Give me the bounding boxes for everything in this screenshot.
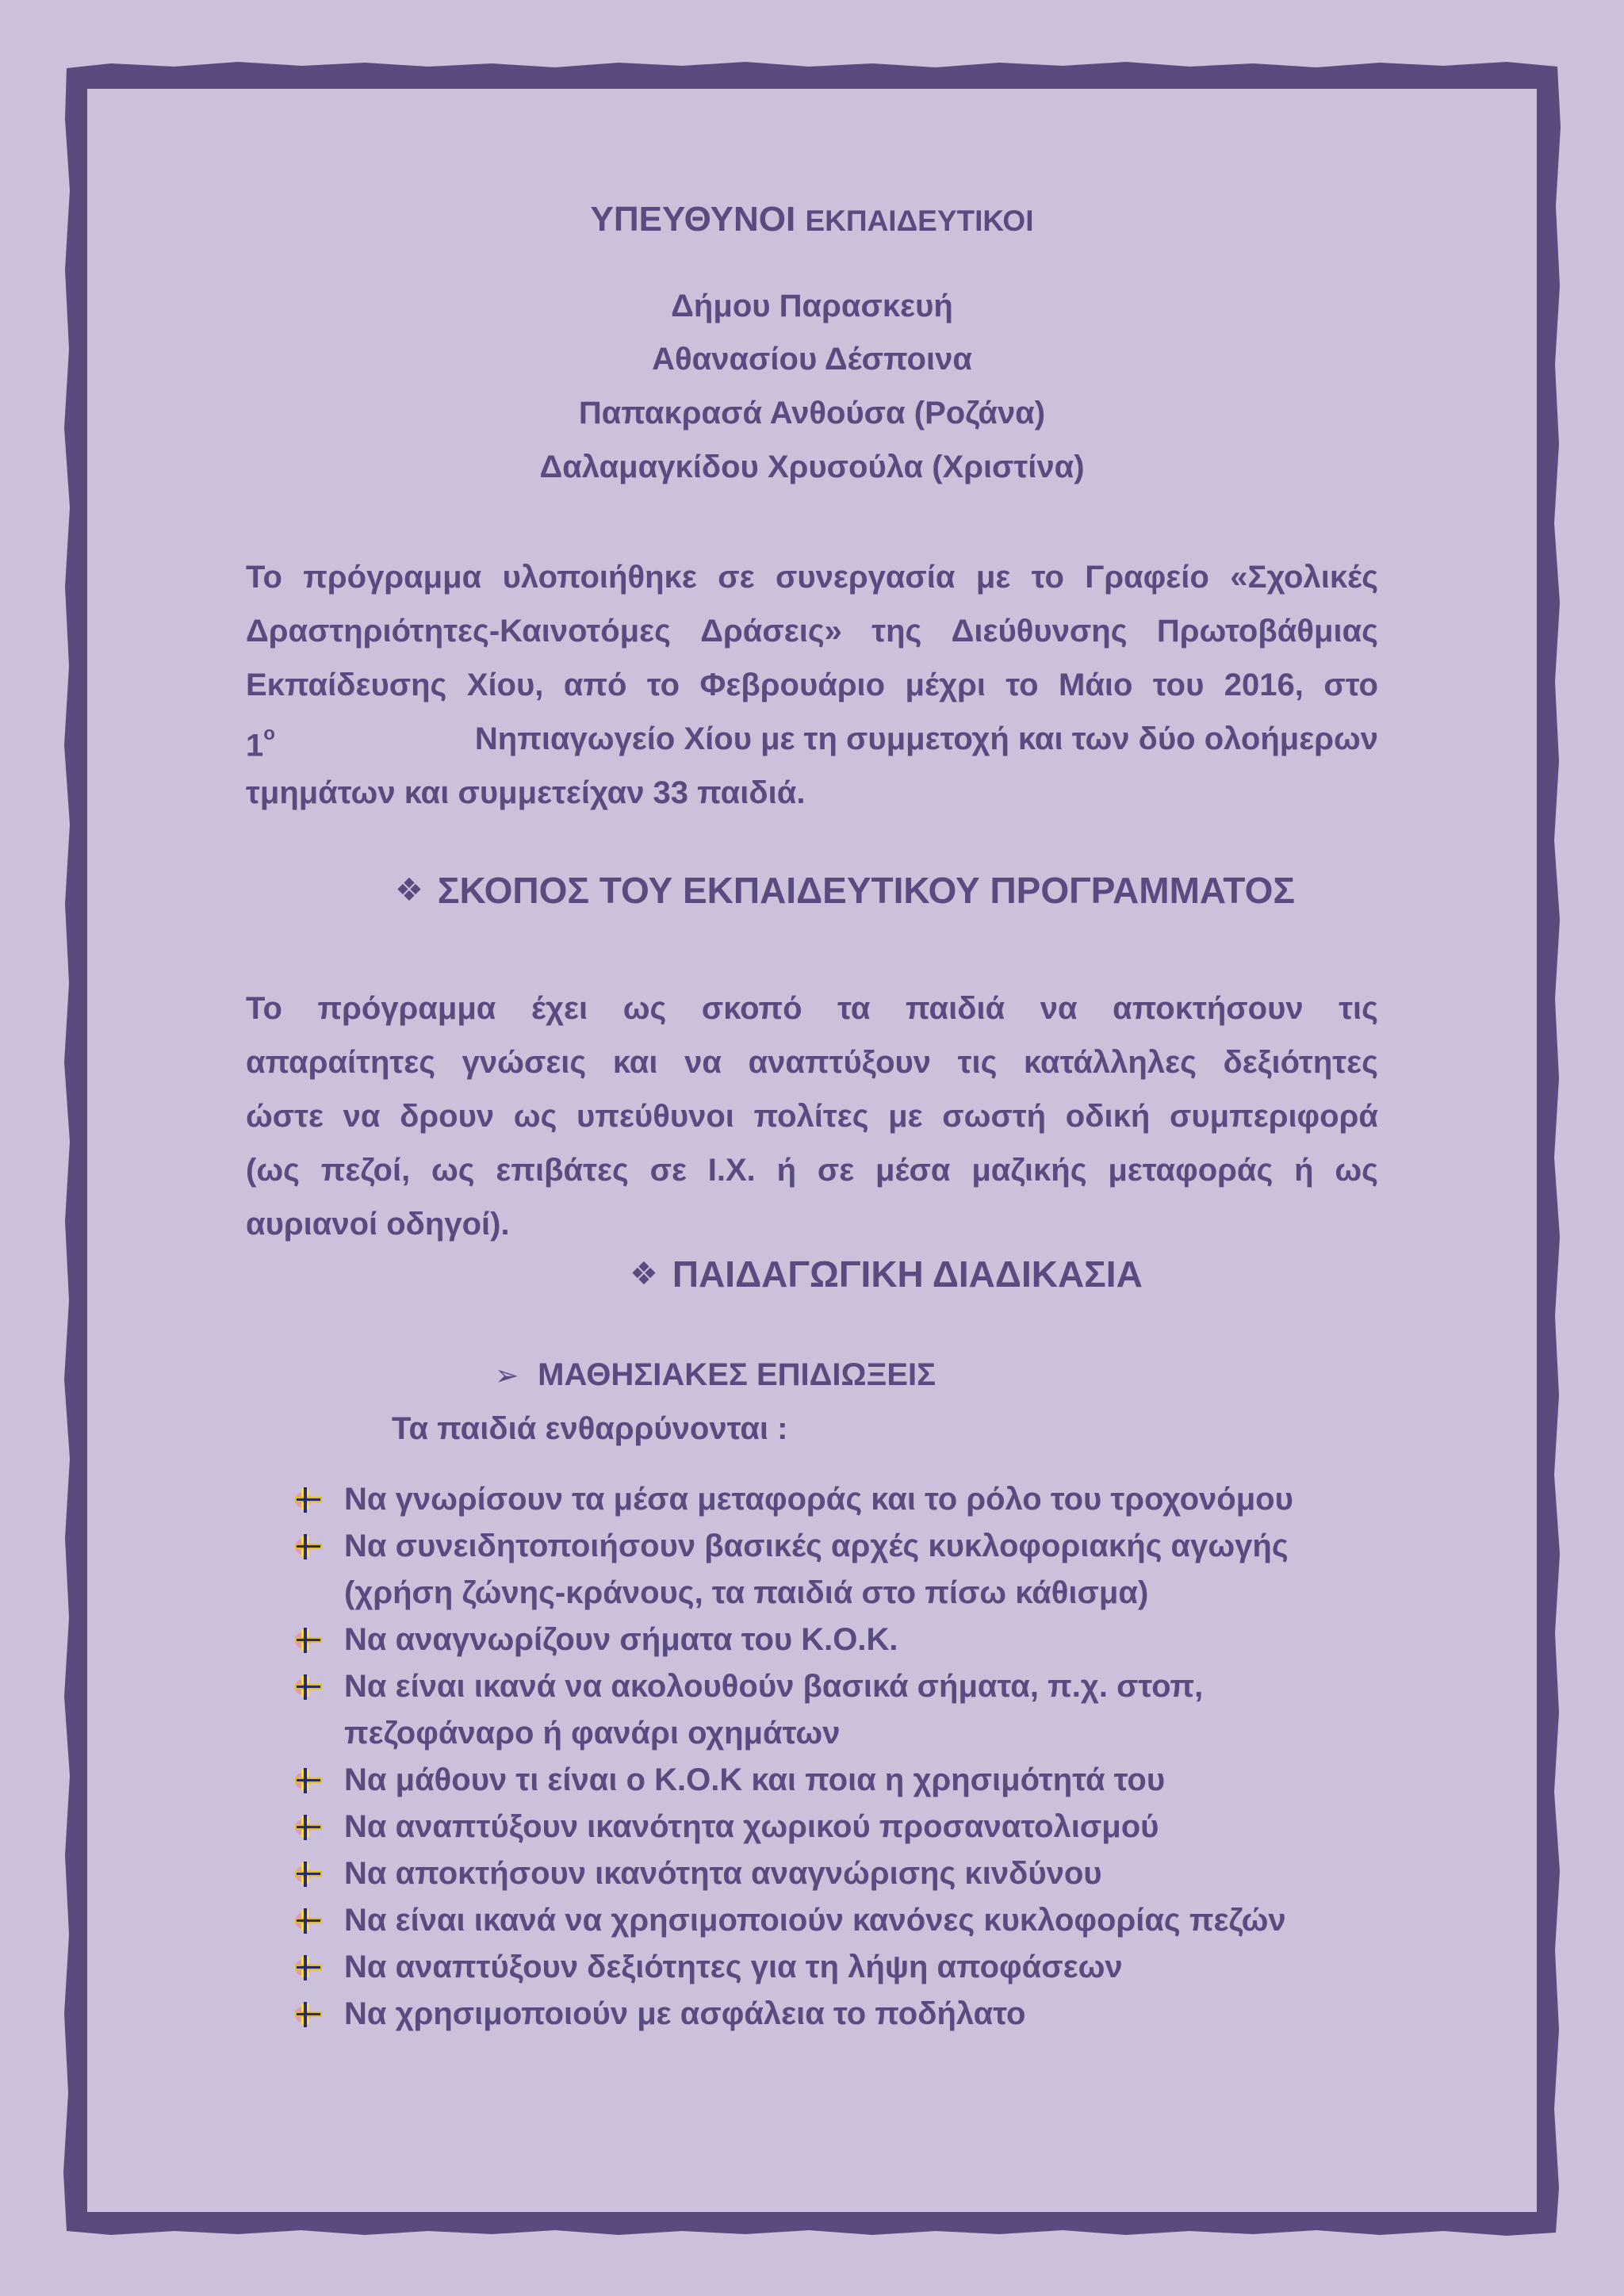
arrowhead-icon: ➢ (495, 1359, 519, 1391)
educator-name: Δαλαμαγκίδου Χρυσούλα (Χριστίνα) (539, 450, 1085, 484)
list-item: Να είναι ικανά να χρησιμοποιούν κανόνες κυκλοφορίας πεζών (293, 1897, 1293, 1944)
title-small: ΕΚΠΑΙΔΕΥΤΙΚΟΙ (805, 205, 1034, 237)
cross-star-icon (293, 2000, 325, 2029)
ordinal-superscript: ο (263, 723, 275, 744)
list-item: Να είναι ικανά να ακολουθούν βασικά σήματα, π.χ. στοπ, (293, 1663, 1293, 1710)
paragraph-line: Δραστηριότητες-Καινοτόμες Δράσεις» της Διεύθυνσης Πρωτοβάθμιας (246, 614, 1378, 649)
cross-star-icon (293, 1486, 325, 1514)
intro-paragraph (246, 550, 1378, 820)
cross-star-icon (293, 1533, 325, 1561)
list-item: Να αναπτύξουν δεξιότητες για τη λήψη αποφάσεων (293, 1944, 1293, 1991)
list-item-continuation: (χρήση ζώνης-κράνους, τα παιδιά στο πίσω κάθισμα) (344, 1575, 1149, 1610)
four-diamond-icon: ❖ (630, 1257, 658, 1292)
cross-star-icon (293, 1766, 325, 1795)
goals-intro: Τα παιδιά ενθαρρύνονται : (392, 1411, 788, 1446)
educator-name: Δήμου Παρασκευή (671, 289, 953, 323)
title-big: ΥΠΕΥΘΥΝΟΙ (590, 200, 796, 239)
paragraph-line: ώστε να δρουν ως υπεύθυνοι πολίτες με σωστή οδική συμπεριφορά (246, 1099, 1378, 1134)
list-item: Να χρησιμοποιούν με ασφάλεια το ποδήλατο (293, 1991, 1293, 2038)
paragraph-line: αυριανοί οδηγοί). (246, 1207, 510, 1242)
purpose-paragraph (246, 982, 1378, 1251)
paragraph-line: (ως πεζοί, ως επιβάτες σε Ι.Χ. ή σε μέσα μαζικής μεταφοράς ή ως (246, 1153, 1378, 1188)
list-item: Να αναγνωρίζουν σήματα του Κ.Ο.Κ. (293, 1617, 1293, 1663)
paragraph-line: Εκπαίδευσης Χίου, από το Φεβρουάριο μέχρι το Μάιο του 2016, στο (246, 668, 1378, 702)
paragraph-line: Το πρόγραμμα έχει ως σκοπό τα παιδιά να αποκτήσουν τις (246, 991, 1378, 1026)
list-item: Να αποκτήσουν ικανότητα αναγνώρισης κινδύνου (293, 1850, 1293, 1897)
cross-star-icon (293, 1673, 325, 1701)
ordinal-number: 1 (246, 728, 264, 763)
cross-star-icon (293, 1626, 325, 1655)
cross-star-icon (293, 1907, 325, 1935)
paragraph-line (246, 712, 1378, 766)
four-diamond-icon: ❖ (395, 873, 423, 908)
purpose-heading: ❖ ΣΚΟΠΟΣ ΤΟΥ ΕΚΠΑΙΔΕΥΤΙΚΟΥ ΠΡΟΓΡΑΜΜΑΤΟΣ (395, 870, 1295, 911)
paragraph-line: τμημάτων και συμμετείχαν 33 παιδιά. (246, 775, 806, 810)
cross-star-icon (293, 1813, 325, 1842)
cross-star-icon (293, 1860, 325, 1888)
goals-list (293, 1476, 1293, 2038)
responsible-educators-title (0, 200, 1624, 239)
pedagogy-heading: ❖ ΠΑΙΔΑΓΩΓΙΚΗ ΔΙΑΔΙΚΑΣΙΑ (630, 1253, 1143, 1295)
educator-name: Παπακρασά Ανθούσα (Ροζάνα) (578, 396, 1046, 430)
paragraph-line: απαραίτητες γνώσεις και να αναπτύξουν τις κατάλληλες δεξιότητες (246, 1045, 1378, 1080)
cross-star-icon (293, 1954, 325, 1982)
list-item: Να αναπτύξουν ικανότητα χωρικού προσανατολισμού (293, 1804, 1293, 1850)
list-item: Να συνειδητοποιήσουν βασικές αρχές κυκλοφοριακής αγωγής (293, 1523, 1293, 1570)
list-item: Να μάθουν τι είναι ο Κ.Ο.Κ και ποια η χρησιμότητά του (293, 1757, 1293, 1804)
list-item-continuation: πεζοφάναρο ή φανάρι οχημάτων (344, 1716, 841, 1751)
list-item: Να γνωρίσουν τα μέσα μεταφοράς και το ρόλο του τροχονόμου (293, 1476, 1293, 1523)
learning-goals-subheading: ➢ ΜΑΘΗΣΙΑΚΕΣ ΕΠΙΔΙΩΞΕΙΣ (495, 1357, 936, 1392)
paragraph-line: Το πρόγραμμα υλοποιήθηκε σε συνεργασία με το Γραφείο «Σχολικές (246, 560, 1378, 595)
educator-name: Αθανασίου Δέσποινα (652, 342, 972, 377)
paragraph-line-rest: Νηπιαγωγείο Χίου με τη συμμετοχή και των δύο ολοήμερων (474, 721, 1378, 756)
